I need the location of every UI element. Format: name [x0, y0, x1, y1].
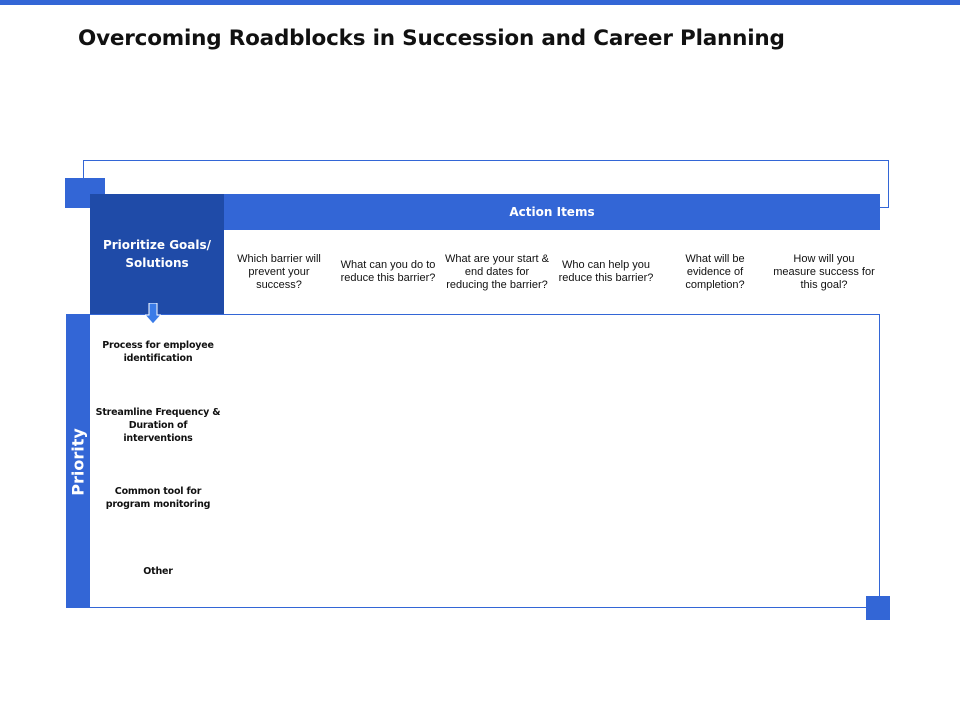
column-header: Which barrier will prevent your success? — [237, 252, 321, 291]
top-accent-bar — [0, 0, 960, 5]
column-header: Who can help you reduce this barrier? — [558, 259, 654, 284]
column-header: What can you do to reduce this barrier? — [340, 259, 436, 284]
page-title: Overcoming Roadblocks in Succession and Career Planning — [78, 26, 785, 51]
goals-header — [90, 194, 224, 314]
action-items-header — [224, 194, 880, 230]
row-label: Common tool for program monitoring — [105, 486, 211, 510]
priority-label: Priority — [68, 428, 88, 496]
row-label: Process for employee identification — [102, 340, 214, 364]
row-label: Other — [143, 566, 173, 577]
action-items-label: Action Items — [509, 205, 595, 219]
column-header: What are your start & end dates for reducing the barrier? — [445, 252, 549, 291]
column-header: What will be evidence of completion? — [685, 252, 745, 291]
corner-accent-bottom-right — [866, 596, 890, 620]
goals-header-label: Prioritize Goals/ Solutions — [102, 238, 212, 270]
down-arrow-icon — [145, 303, 161, 325]
row-label: Streamline Frequency & Duration of interventions — [95, 407, 221, 444]
column-header: How will you measure success for this goal? — [773, 252, 875, 291]
